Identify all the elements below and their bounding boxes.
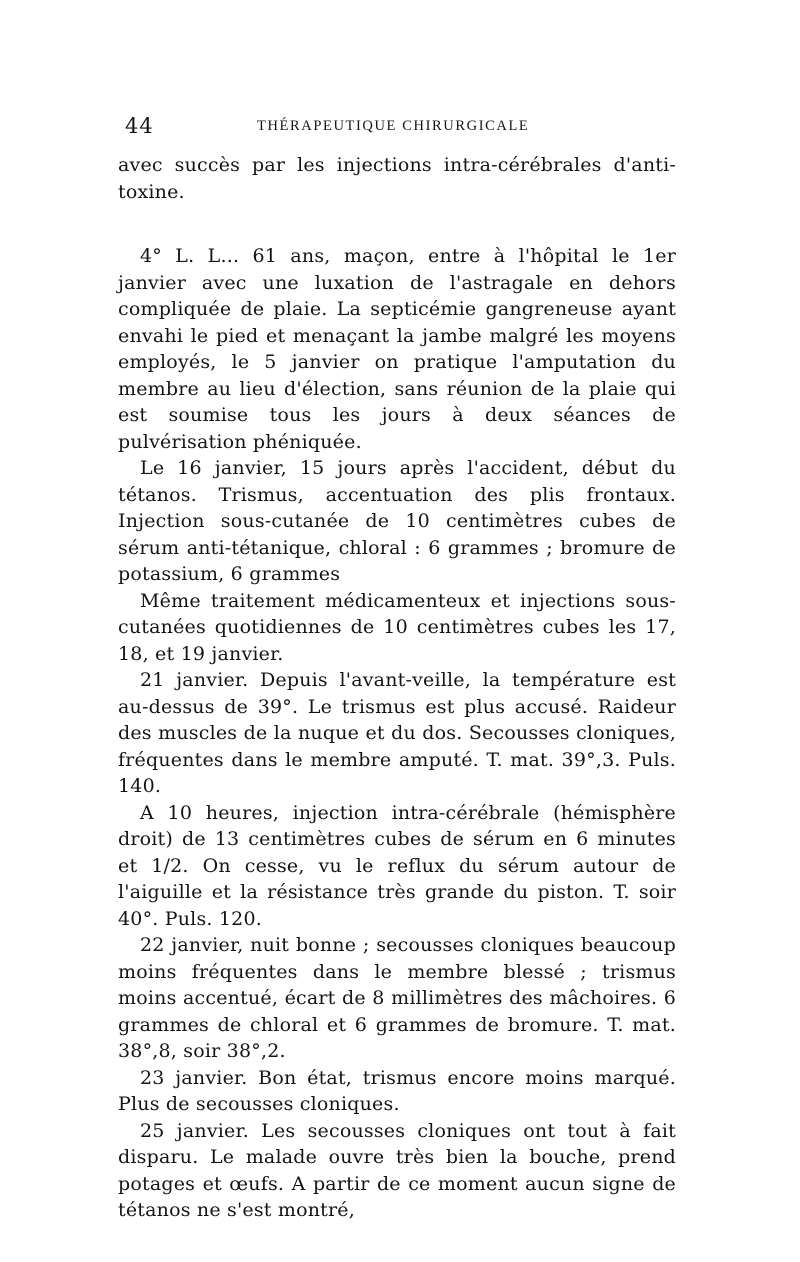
body-text (118, 152, 676, 1224)
paragraph-jan-22: 22 janvier, nuit bonne ; secousses cloniques beaucoup moins fréquentes dans le membre blessé ; trismus moins accentué, écart de 8 millimètres des mâchoires. 6 grammes de chloral et 6 grammes de bromure. T. mat. 38°,8, soir 38°,2. (118, 934, 676, 1062)
running-head (125, 114, 675, 140)
paragraph-jan-21: 21 janvier. Depuis l'avant-veille, la température est au-dessus de 39°. Le trismus est plus accusé. Raideur des muscles de la nuque et du dos. Secousses cloniques, fréquentes dans le membre amputé. T. mat. 39°,3. Puls. 140. (118, 669, 676, 797)
paragraph-case-4: 4° L. L... 61 ans, maçon, entre à l'hôpital le 1er janvier avec une luxation de l'astragale en dehors compliquée de plaie. La septicémie gangreneuse ayant envahi le pied et menaçant la jambe malgré les moyens employés, le 5 janvier on pratique l'amputation du membre au lieu d'élection, sans réunion de la plaie qui est soumise tous les jours à deux séances de pulvérisation phéniquée. (118, 245, 676, 453)
paragraph-continuation: avec succès par les injections intra-cérébrales d'anti-toxine. (118, 154, 676, 203)
paragraph-jan-23: 23 janvier. Bon état, trismus encore moins marqué. Plus de secousses cloniques. (118, 1066, 676, 1115)
running-title: THÉRAPEUTIQUE CHIRURGICALE (257, 118, 530, 134)
paragraph-jan-16: Le 16 janvier, 15 jours après l'accident, début du tétanos. Trismus, accentuation des plis frontaux. Injection sous-cutanée de 10 centimètres cubes de sérum anti-tétanique, chloral : 6 grammes ; bromure de potassium, 6 grammes (118, 457, 676, 585)
paragraph-same-treatment: Même traitement médicamenteux et injections sous-cutanées quotidiennes de 10 centimètres cubes les 17, 18, et 19 janvier. (118, 589, 676, 665)
paragraph-jan-25: 25 janvier. Les secousses cloniques ont tout à fait disparu. Le malade ouvre très bien la bouche, prend potages et œufs. A partir de ce moment aucun signe de tétanos ne s'est montré, (118, 1119, 676, 1221)
page-number: 44 (125, 114, 154, 138)
paragraph-intracerebral-injection: A 10 heures, injection intra-cérébrale (hémisphère droit) de 13 centimètres cubes de sérum en 6 minutes et 1/2. On cesse, vu le reflux du sérum autour de l'aiguille et la résistance très grande du piston. T. soir 40°. Puls. 120. (118, 801, 676, 930)
